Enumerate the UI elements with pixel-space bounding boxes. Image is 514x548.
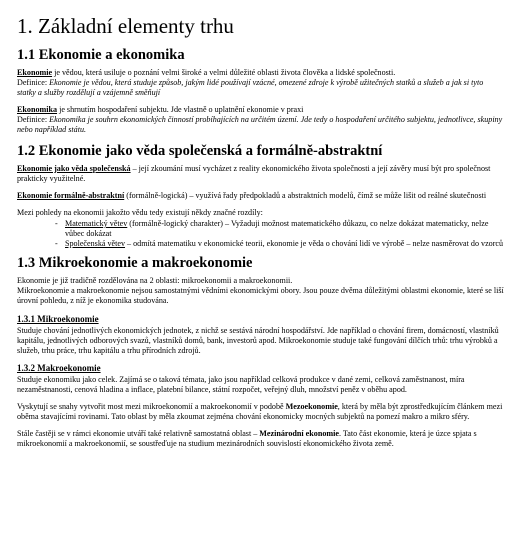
paragraph-makro: Studuje ekonomiku jako celek. Zajímá se o taková témata, jako jsou například celková produkce v dané zemi, celková zaměstnanost, míra nezaměstnanosti, cenová hladina a inflace, platební bilance, státní rozpočet, veřejný dluh, množství peněz v oběhu apod.	[17, 374, 465, 394]
term-abstraktni: Ekonomie formálně-abstraktní	[17, 190, 125, 200]
list-item-text: (formálně-logický charakter) – Vyžaduji možnost matematického důkazu, co nelze dokázat matematicky, nelze vůbec dokázat	[65, 218, 489, 239]
term-mezinarodni: Mezinárodní ekonomie	[259, 429, 339, 439]
section-title-1-2: 1.2 Ekonomie jako věda společenská a formálně-abstraktní	[17, 142, 383, 159]
term-spolecenska: Ekonomie jako věda společenská	[17, 163, 131, 173]
definition-ekonomika: Ekonomika je souhrn ekonomických činností probíhajících na určitém území. Jde tedy o hospodaření určitého subjektu, jednotlivce, skupiny nebo například státu.	[17, 115, 503, 135]
paragraph-mikro: Studuje chování jednotlivých ekonomických jednotek, z nichž se sestává národní hospodářství. Jde například o chování firem, domácností, vlastníků kapitálu, jednotlivých odborových svazů, vlastníků domů, bank, investorů apod. Mikroekonomie studuje také fungování dílčích trhů: trhu výrobků a služeb, trhu práce, trhu kapitálu a trhu přírodních zdrojů.	[17, 325, 499, 355]
chapter-title: 1. Základní elementy trhu	[17, 14, 234, 38]
text-obory: Mikroekonomie a makroekonomie nejsou samostatnými vědními ekonomickými obory. Jsou pouze dvěma důležitými oblastmi ekonomie, které se liší úrovní pohledu, z níž je ekonomika studována.	[17, 286, 504, 306]
paragraph-spolecenska	[17, 164, 504, 184]
paragraph-mezoekonomie	[17, 402, 504, 422]
list-vetve	[17, 219, 504, 249]
list-item	[65, 219, 504, 239]
term-ekonomie: Ekonomie	[17, 68, 53, 77]
section-title-1-1: 1.1 Ekonomie a ekonomika	[17, 47, 185, 63]
text-mezo-b: , která by měla být zprostředkujícím článkem mezi oběma stavajícími rovinami. Tato oblast by měla zkoumat zejména chování ekonomicky mocných subjektů na pomezí makro a mikro sféry.	[17, 401, 503, 422]
definition-ekonomie: Ekonomie je vědou, která studuje způsob, jakým lidé používají vzácné, omezené zdroje k výrobě užitečných statků a služeb a jak si tyto statky a služby rozdělují a vzájemně směňují	[17, 78, 484, 98]
paragraph-ekonomika	[17, 105, 504, 135]
subsection-title-mikro: 1.3.1 Mikroekonomie	[17, 313, 99, 324]
text-mezo-a: Vyskytují se snahy vytvořit most mezi mikroekonomií a makroekonomií v podobě	[17, 401, 286, 411]
text-rozdeleni: Ekonomie je již tradičně rozdělována na 2 oblasti: mikroekonomii a makroekonomii.	[17, 276, 293, 286]
list-item	[65, 239, 504, 249]
paragraph-mezinarodni	[17, 429, 504, 449]
text-mezinarodni-b: . Tato část ekonomie, která je úzce spjata s mikroekonomií a makroekonomií, se soustřeďuje na studium mezinárodních souvislostí ekonomického života země.	[17, 429, 477, 449]
term-ekonomika: Ekonomika	[17, 105, 58, 115]
term-spolecenska-vetev: Společenská větev	[65, 239, 126, 249]
text-spolecenska: – její zkoumání musí vycházet z reality ekonomického života společnosti a její závěry musí být pro společnost prakticky využitelné.	[17, 163, 491, 183]
paragraph-rozdeleni	[17, 276, 504, 306]
definition-label: Definice:	[17, 115, 50, 125]
term-mezoekonomie: Mezoekonomie	[285, 401, 338, 411]
definition-label: Definice:	[17, 78, 50, 88]
text-abstraktni: (formálně-logická) – využívá řady předpokladů a abstraktních modelů, čímž se může lišit od reálné skutečnosti	[124, 190, 487, 200]
paragraph-ekonomie	[17, 68, 504, 98]
section-title-1-3: 1.3 Mikroekonomie a makroekonomie	[17, 255, 253, 272]
subsection-title-makro: 1.3.2 Makroekonomie	[17, 362, 101, 373]
text-ekonomie: je vědou, která usiluje o poznání velmi široké a velmi důležité oblasti života člověka a lidské společnosti.	[52, 68, 396, 77]
term-matematicky: Matematický větev	[65, 218, 128, 228]
list-item-text: – odmítá matematiku v ekonomické teorii, ekonomie je věda o chování lidí ve výrobě – nelze nasměrovat do vzorců	[125, 239, 504, 249]
paragraph-abstraktni	[17, 191, 504, 201]
text-ekonomika: je shrnutím hospodaření subjektu. Jde vlastně o uplatnění ekonomie v praxi	[57, 105, 304, 115]
paragraph-pohledy: Mezi pohledy na ekonomii jakožto vědu tedy existují někdy značné rozdíly:	[17, 207, 263, 217]
text-mezinarodni-a: Stále častěji se v rámci ekonomie utváří také relativně samostatná oblast –	[17, 429, 260, 439]
